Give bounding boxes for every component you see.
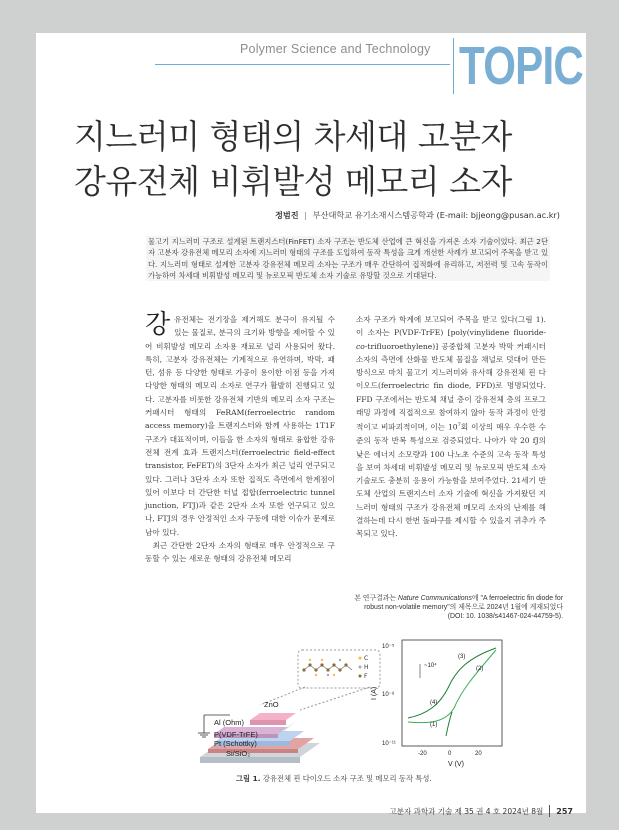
ratio-annotation: ~10⁴ bbox=[424, 663, 437, 669]
plot-frame bbox=[402, 640, 502, 746]
reference-prefix: 본 연구결과는 bbox=[354, 595, 397, 602]
author-separator: | bbox=[304, 210, 308, 220]
article-title bbox=[74, 114, 512, 204]
caption-label: 그림 1. bbox=[236, 774, 261, 783]
body-text-c: 회 이상의 매우 우수한 수준의 동작 반복 특성으로 검증되었다. 나아가 약 20 fJ의 낮은 에너지 소모량과 100 나노초 수준의 고속 동작 특성을 보여 차세대 비휘발성 메모리 및 뉴로모픽 반도체 소자 기술로도 충분히 응용이 가능함을 보여주었다. 21세기 반도체 산업의 트랜지스터 소자 기술에 혁신을 가져왔던 지느러미 형태의 구조가 강유전체 메모리 소자의 난제를 해결하는데 다시 한번 돌파구를 제시할 수 있을지 귀추가 주목되고 있다. bbox=[356, 422, 546, 539]
marker-1: (1) bbox=[430, 722, 438, 728]
legend-dot-f bbox=[359, 675, 362, 678]
author-affiliation: 부산대학교 유기소재시스템공학과 (E-mail: bjjeong@pusan.ac.kr) bbox=[312, 210, 560, 220]
x-tick-1: -20 bbox=[418, 751, 427, 757]
legend-c: C bbox=[364, 655, 369, 662]
header-rule bbox=[155, 64, 450, 65]
body-column-1 bbox=[145, 310, 335, 566]
y-axis-label: I (A) bbox=[371, 686, 378, 700]
caption-text: 강유전체 핀 다이오드 소자 구조 및 메모리 동작 특성. bbox=[262, 774, 432, 783]
body-text-sup: 7 bbox=[457, 422, 461, 429]
author-name: 정범진 bbox=[274, 210, 299, 220]
device-schematic bbox=[190, 645, 390, 775]
abstract: 물고기 지느러미 구조로 설계된 트랜지스터(FinFET) 소자 구조는 반도체 산업에 큰 혁신을 가져온 소자 기술이었다. 최근 2단자 고분자 강유전체 메모리 소자에 지느러미 형태의 구조를 도입하여 동작 특성을 크게 개선한 사례가 보고되어 주목을 받고 있다. 지느러미 형태로 설계한 고분자 강유전체 메모리 소자는 구조가 매우 간단하여 집적화에 유리하고, 저전력 및 고속 동작이 가능하여 차세대 비휘발성 메모리 및 뉴로모픽 반도체 소자 기술로 유망할 것으로 기대된다. bbox=[148, 237, 548, 280]
label-zno: ZnO bbox=[264, 700, 279, 709]
header-divider bbox=[453, 38, 454, 94]
reference-journal: Nature Communications bbox=[398, 595, 472, 602]
curve-off bbox=[408, 650, 496, 723]
label-substrate: Si/SiO₂ bbox=[226, 749, 251, 758]
section-subject: Polymer Science and Technology bbox=[240, 42, 431, 56]
reference-note bbox=[353, 594, 563, 621]
reference-title: 에 "A ferroelectric fin diode for robust non-volatile memory"의 제목으로 2024년 1월에 게재되었다 bbox=[364, 595, 563, 611]
y-tick-3: 10⁻¹¹ bbox=[382, 741, 396, 747]
x-tick-2: 0 bbox=[448, 751, 452, 757]
legend-h: H bbox=[364, 664, 369, 671]
y-tick-2: 10⁻⁸ bbox=[382, 692, 395, 698]
body-paragraph-2: 최근 간단한 2단자 소자의 형태로 매우 안정적으로 구동할 수 있는 새로운 형태의 강유전체 메모리 bbox=[145, 541, 335, 564]
body-paragraph: 유전체는 전기장을 제거해도 분극이 유지될 수 있는 물질로, 분극의 크기와 방향을 제어할 수 있어 비휘발성 메모리 소자용 재료로 널리 사용되어 왔다. 특히, 고분자 강유전체는 기계적으로 유연하며, 박막, 패턴, 섬유 등 다양한 형태로 가공이 용이한 이점 등을 가져 다양한 형태의 메모리 소자로 연구가 활발히 진행되고 있다. 고분자를 비롯한 강유전체 기반의 메모리 소자 구조는 커패시터 형태의 FeRAM(ferroelectric random access memory)을 트랜지스터와 함께 사용하는 1T1F 구조가 대표적이며, 이들을 한 소자의 형태로 융합한 강유전체 전계 효과 트랜지스터(ferroelectric field-effect transistor, FeFET)의 3단자 소자가 최근 널리 연구되고 있다. 그러나 3단자 소자 또한 집적도 측면에서 한계점이 있어 이보다 더 간단한 터널 접합(ferroelectric tunnel junction, FTJ)과 같은 2단자 소자 또한 연구되고 있으나, FTJ의 경우 안정적인 소자 구동에 대한 이슈가 문제로 남아 있다. bbox=[145, 315, 335, 537]
label-al: Al (Ohm) bbox=[214, 718, 244, 727]
footer-divider bbox=[549, 805, 550, 817]
y-tick-1: 10⁻⁵ bbox=[382, 644, 395, 650]
marker-3: (3) bbox=[458, 654, 466, 660]
x-axis-label: V (V) bbox=[448, 761, 464, 768]
page-number: 257 bbox=[556, 806, 573, 816]
topic-badge: TOPIC bbox=[459, 36, 584, 96]
curve-on bbox=[408, 648, 496, 718]
footer-journal: 고분자 과학과 기술 제 35 권 4 호 2024년 8월 bbox=[389, 806, 544, 816]
legend-dot-c bbox=[359, 657, 362, 660]
legend-f: F bbox=[364, 673, 368, 680]
iv-plot bbox=[368, 618, 518, 768]
marker-4: (4) bbox=[430, 700, 438, 706]
title-line-1: 지느러미 형태의 차세대 고분자 bbox=[74, 117, 512, 156]
title-line-2: 강유전체 비휘발성 메모리 소자 bbox=[74, 162, 512, 201]
body-text-a: 소자 구조가 학계에 보고되어 주목을 받고 있다(그림 1). 이 소자는 P(VDF-TrFE) [poly(vinylidene fluoride- bbox=[356, 315, 546, 338]
figure-caption bbox=[236, 774, 432, 784]
legend-dot-h bbox=[359, 666, 362, 669]
body-column-2 bbox=[356, 313, 546, 541]
drop-cap: 강 bbox=[145, 310, 171, 340]
reference-doi: (DOI: 10. 1038/s41467-024-44759-5). bbox=[447, 613, 563, 620]
body-text-co: co bbox=[356, 341, 365, 351]
page-footer bbox=[389, 805, 573, 817]
body-text-b: -trifluoroethylene)] 공중합체 고분자 박막 커패시터 소자의 측면에 산화물 반도체 물질을 채널로 덧대어 만든 방식으로 마치 물고기 지느러미와 유사해 강유전체 핀 다이오드(ferroelectric fin diode, FFD)로 명명되었다. FFD 구조에서는 반도체 채널 층이 강유전체 층의 프로그래밍 과정에 직접적으로 참여하지 않아 동작 과정이 안정적이고 비파괴적이며, 이는 10 bbox=[356, 341, 546, 432]
label-pt: Pt (Schottky) bbox=[214, 739, 257, 748]
label-pvdf: P(VDF-TrFE) bbox=[214, 730, 258, 739]
marker-2: (2) bbox=[476, 666, 484, 672]
author-line bbox=[275, 210, 560, 221]
x-tick-3: 20 bbox=[475, 751, 482, 757]
